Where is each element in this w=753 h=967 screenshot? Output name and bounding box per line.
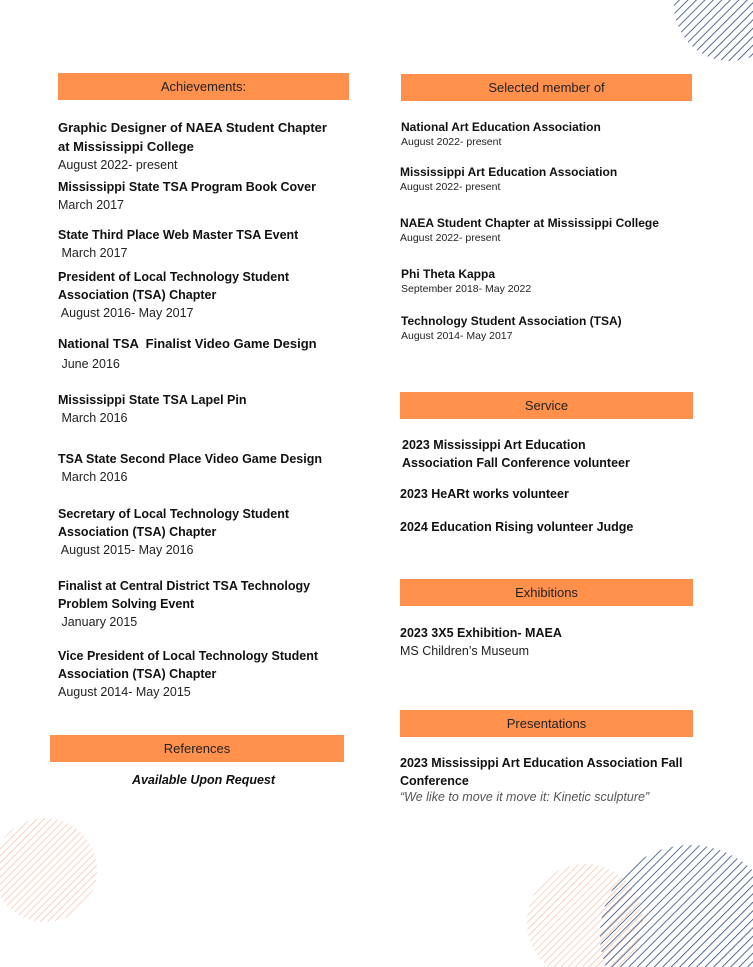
exhibitions-header: Exhibitions — [400, 579, 693, 606]
achievement-date: January 2015 — [58, 615, 138, 629]
achievements-header: Achievements: — [58, 73, 349, 100]
member-item — [400, 215, 710, 246]
achievement-title: National TSA Finalist Video Game Design — [58, 336, 317, 351]
peach-circle-bottom-left — [0, 818, 97, 922]
presentations-header: Presentations — [400, 710, 693, 737]
achievement-item — [58, 450, 358, 486]
achievement-date: June 2016 — [58, 357, 120, 371]
presentation-subtitle: “We like to move it move it: Kinetic sculpture” — [400, 790, 650, 804]
member-item — [401, 119, 701, 150]
achievement-item — [58, 647, 348, 701]
member-date: September 2018- May 2022 — [401, 283, 532, 295]
achievement-item — [58, 391, 348, 427]
navy-circle-bottom-right — [600, 845, 753, 967]
achievement-date: March 2016 — [58, 470, 128, 484]
achievement-date: August 2014- May 2015 — [58, 685, 191, 699]
exhibition-item — [400, 624, 700, 660]
achievement-date: August 2015- May 2016 — [58, 543, 194, 557]
achievement-title: Finalist at Central District TSA Technology Problem Solving Event — [58, 579, 311, 611]
member-item — [401, 313, 701, 344]
member-title: Phi Theta Kappa — [401, 267, 496, 281]
service-item: 2024 Education Rising volunteer Judge — [400, 520, 634, 534]
references-header: References — [50, 735, 344, 762]
achievement-item — [58, 118, 338, 174]
member-date: August 2022- present — [400, 181, 501, 193]
member-title: NAEA Student Chapter at Mississippi College — [400, 216, 659, 230]
member-item — [400, 164, 700, 195]
member-title: National Art Education Association — [401, 120, 601, 134]
member-title: Technology Student Association (TSA) — [401, 314, 622, 328]
achievement-date: March 2017 — [58, 198, 125, 212]
service-item: 2023 HeARt works volunteer — [400, 487, 569, 501]
achievement-title: Graphic Designer of NAEA Student Chapter at Mississippi College — [58, 120, 327, 154]
presentation-title: 2023 Mississippi Art Education Association Fall Conference — [400, 756, 683, 788]
achievement-date: August 2022- present — [58, 158, 178, 172]
achievement-title: Secretary of Local Technology Student Association (TSA) Chapter — [58, 507, 290, 539]
achievement-item — [58, 226, 348, 262]
navy-circle-top-right — [674, 0, 753, 61]
achievement-title: President of Local Technology Student Association (TSA) Chapter — [58, 270, 290, 302]
service-item: 2023 Mississippi Art Education Association Fall Conference volunteer — [402, 438, 630, 470]
member-header: Selected member of — [401, 74, 692, 101]
member-date: August 2022- present — [400, 232, 501, 244]
references-text: Available Upon Request — [131, 773, 276, 787]
achievement-date: March 2017 — [58, 246, 128, 260]
achievement-item — [58, 268, 328, 322]
exhibition-title: 2023 3X5 Exhibition- MAEA — [400, 626, 562, 640]
member-item — [401, 266, 701, 297]
service-header: Service — [400, 392, 693, 419]
exhibition-venue: MS Children’s Museum — [400, 644, 529, 658]
achievement-item — [58, 178, 348, 214]
achievement-item — [58, 577, 338, 631]
achievement-item — [58, 505, 328, 559]
presentation-item — [400, 754, 700, 804]
achievement-date: March 2016 — [58, 411, 128, 425]
achievement-item — [58, 335, 358, 373]
member-date: August 2022- present — [401, 136, 502, 148]
achievement-date: August 2016- May 2017 — [58, 306, 194, 320]
achievement-title: Mississippi State TSA Lapel Pin — [58, 393, 247, 407]
achievement-title: State Third Place Web Master TSA Event — [58, 228, 299, 242]
member-date: August 2014- May 2017 — [401, 330, 513, 342]
achievement-title: Vice President of Local Technology Student Association (TSA) Chapter — [58, 649, 318, 681]
achievement-title: TSA State Second Place Video Game Design — [58, 452, 322, 466]
member-title: Mississippi Art Education Association — [400, 165, 618, 179]
achievement-title: Mississippi State TSA Program Book Cover — [58, 180, 316, 194]
